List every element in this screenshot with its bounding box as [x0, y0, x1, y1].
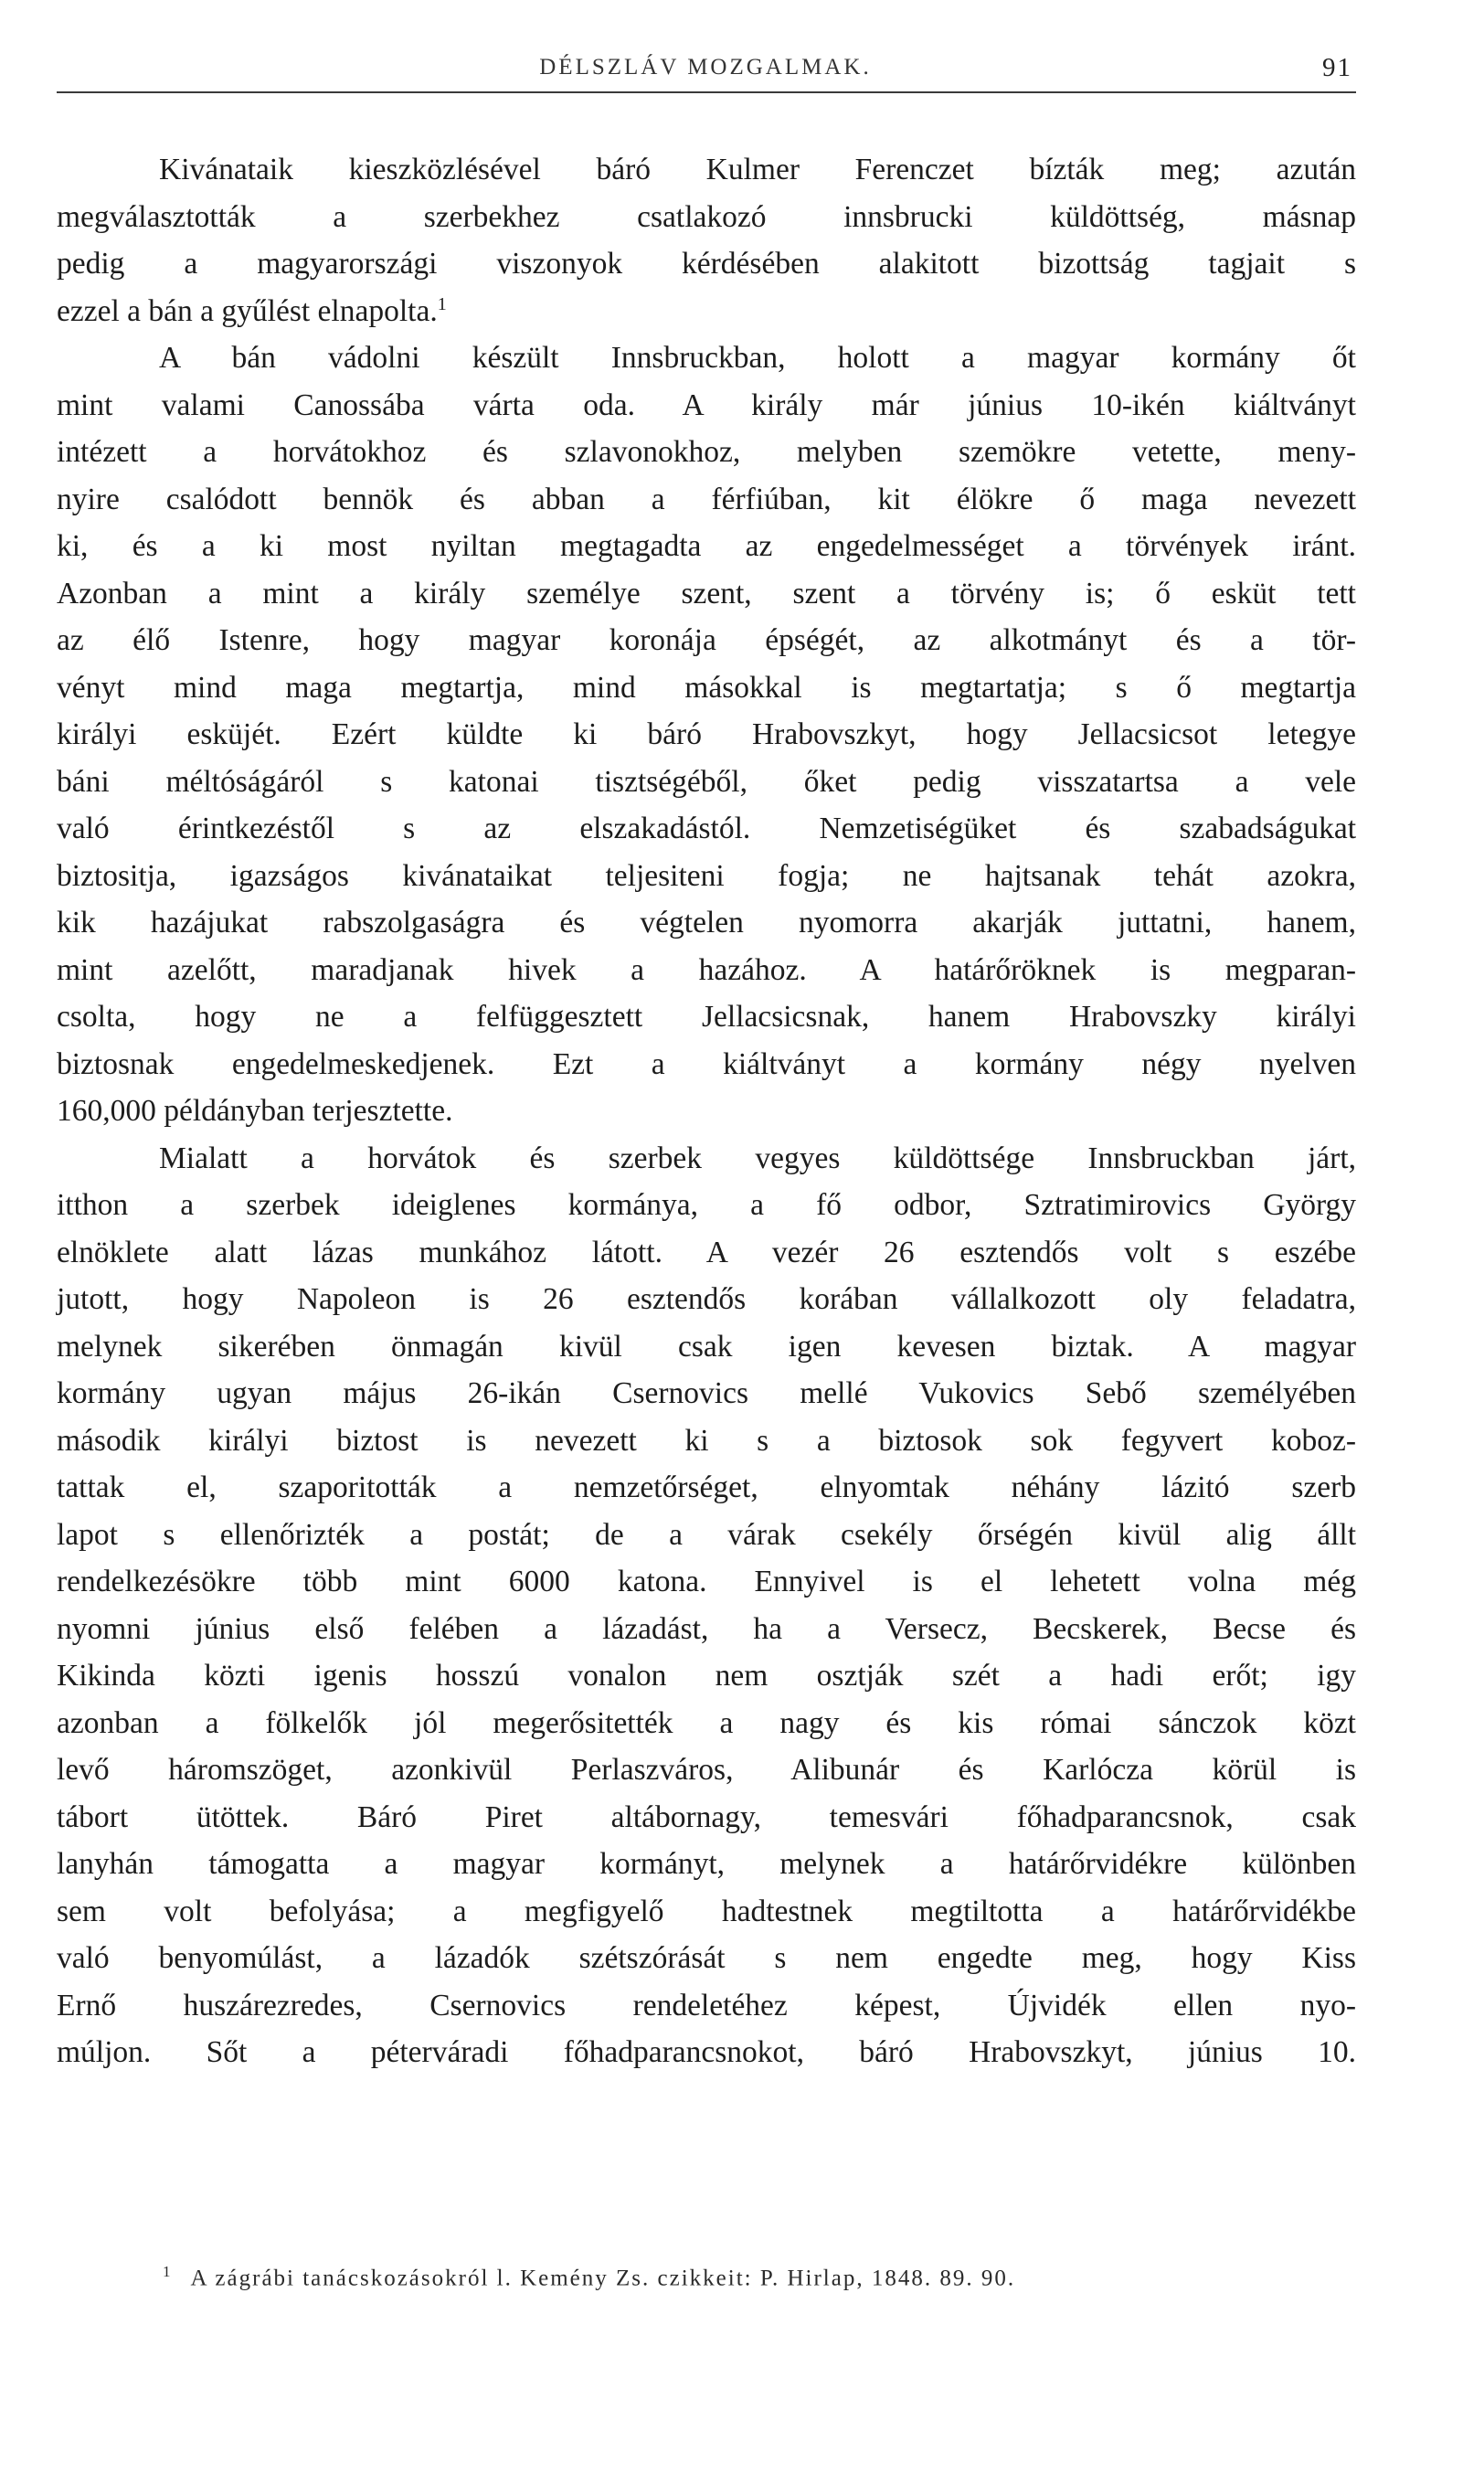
text-line: nyire csalódott bennök és abban a férfiúban, kit élökre ő maga nevezett: [57, 482, 1356, 516]
text-line: Kikinda közti igenis hosszú vonalon nem osztják szét a hadi erőt; igy: [57, 1659, 1356, 1693]
text-line: királyi esküjét. Ezért küldte ki báró Hrabovszkyt, hogy Jellacsicsot letegye: [57, 717, 1356, 751]
text-line: vényt mind maga megtartja, mind másokkal is megtartatja; s ő megtartja: [57, 670, 1356, 705]
text-line: pedig a magyarországi viszonyok kérdésében alakitott bizottság tagjait s: [57, 247, 1356, 281]
text-line: való érintkezéstől s az elszakadástól. Nemzetiségüket és szabadságukat: [57, 812, 1356, 845]
text-line: elnöklete alatt lázas munkához látott. A vezér 26 esztendős volt s eszébe: [57, 1235, 1356, 1269]
text-line: 160,000 példányban terjesztette.: [57, 1094, 453, 1128]
footnote: [163, 2263, 1314, 2291]
text-line: [57, 288, 1356, 335]
text-line: kormány ugyan május 26-ikán Csernovics mellé Vukovics Sebő személyében: [57, 1376, 1356, 1410]
text-line: biztositja, igazságos kivánataikat teljesiteni fogja; ne hajtsanak tehát azokra,: [57, 858, 1356, 893]
text-line: lanyhán támogatta a magyar kormányt, melynek a határőrvidékre különben: [57, 1847, 1356, 1881]
body-text: [57, 146, 1356, 2076]
text-line: Ernő huszárezredes, Csernovics rendeletéhez képest, Újvidék ellen nyo-: [57, 1988, 1356, 2022]
text-line: Mialatt a horvátok és szerbek vegyes küldöttsége Innsbruckban járt,: [159, 1141, 1356, 1175]
text-line: rendelkezésökre több mint 6000 katona. Ennyivel is el lehetett volna még: [57, 1565, 1356, 1598]
text-line: melynek sikerében önmagán kivül csak igen kevesen biztak. A magyar: [57, 1329, 1356, 1364]
text-line: jutott, hogy Napoleon is 26 esztendős korában vállalkozott oly feladatra,: [57, 1282, 1356, 1316]
text-line: Azonban a mint a király személye szent, szent a törvény is; ő esküt tett: [57, 576, 1356, 610]
text-line: biztosnak engedelmeskedjenek. Ezt a kiáltványt a kormány négy nyelven: [57, 1046, 1356, 1081]
text-line: csolta, hogy ne a felfüggesztett Jellacsicsnak, hanem Hrabovszky királyi: [57, 1000, 1356, 1034]
text-line: lapot s ellenőrizték a postát; de a várak csekély őrségén kivül alig állt: [57, 1517, 1356, 1552]
text-line: báni méltóságáról s katonai tisztségéből, őket pedig visszatartsa a vele: [57, 764, 1356, 799]
text-line: múljon. Sőt a péterváradi főhadparancsnokot, báró Hrabovszkyt, június 10.: [57, 2035, 1356, 2069]
text-line: második királyi biztost is nevezett ki s a biztosok sok fegyvert koboz-: [57, 1423, 1356, 1458]
text-line: megválasztották a szerbekhez csatlakozó innsbrucki küldöttség, másnap: [57, 199, 1356, 234]
text-line: intézett a horvátokhoz és szlavonokhoz, melyben szemökre vetette, meny-: [57, 435, 1356, 469]
text-line: nyomni június első felében a lázadást, ha a Versecz, Becskerek, Becse és: [57, 1611, 1356, 1646]
text-line: mint valami Canossába várta oda. A király már június 10-ikén kiáltványt: [57, 387, 1356, 422]
footnote-marker: 1: [163, 2263, 173, 2280]
footnote-reference: 1: [437, 293, 447, 314]
running-title: DÉLSZLÁV MOZGALMAK.: [539, 55, 872, 80]
text-line: tábort ütöttek. Báró Piret altábornagy, temesvári főhadparancsnok, csak: [57, 1799, 1356, 1834]
text-line: azonban a fölkelők jól megerősitették a nagy és kis római sánczok közt: [57, 1705, 1356, 1740]
text-line: tattak el, szaporitották a nemzetőrséget, elnyomtak néhány lázitó szerb: [57, 1470, 1356, 1504]
text-line: Kivánataik kieszközlésével báró Kulmer Ferenczet bízták meg; azután: [159, 153, 1356, 186]
text-line: ki, és a ki most nyiltan megtagadta az engedelmességet a törvények iránt.: [57, 529, 1356, 563]
footnote-text: A zágrábi tanácskozásokról l. Kemény Zs. czikkeit: P. Hirlap, 1848. 89. 90.: [190, 2266, 1016, 2291]
text-line: sem volt befolyása; a megfigyelő hadtestnek megtiltotta a határőrvidékbe: [57, 1894, 1356, 1928]
text-line: kik hazájukat rabszolgaságra és végtelen nyomorra akarják juttatni, hanem,: [57, 906, 1356, 939]
text-line-content: ezzel a bán a gyűlést elnapolta.: [57, 293, 438, 328]
text-line: levő háromszöget, azonkivül Perlaszváros, Alibunár és Karlócza körül is: [57, 1753, 1356, 1787]
running-header: [57, 53, 1354, 90]
text-line: az élő Istenre, hogy magyar koronája épségét, az alkotmányt és a tör-: [57, 623, 1356, 657]
text-line: A bán vádolni készült Innsbruckban, holott a magyar kormány őt: [159, 341, 1356, 375]
text-line: itthon a szerbek ideiglenes kormánya, a fő odbor, Sztratimirovics György: [57, 1188, 1356, 1222]
page-number: 91: [1322, 53, 1352, 82]
text-line: való benyomúlást, a lázadók szétszórását s nem engedte meg, hogy Kiss: [57, 1941, 1356, 1975]
header-rule: [57, 91, 1356, 93]
text-line: mint azelőtt, maradjanak hivek a hazához. A határőröknek is megparan-: [57, 952, 1356, 987]
